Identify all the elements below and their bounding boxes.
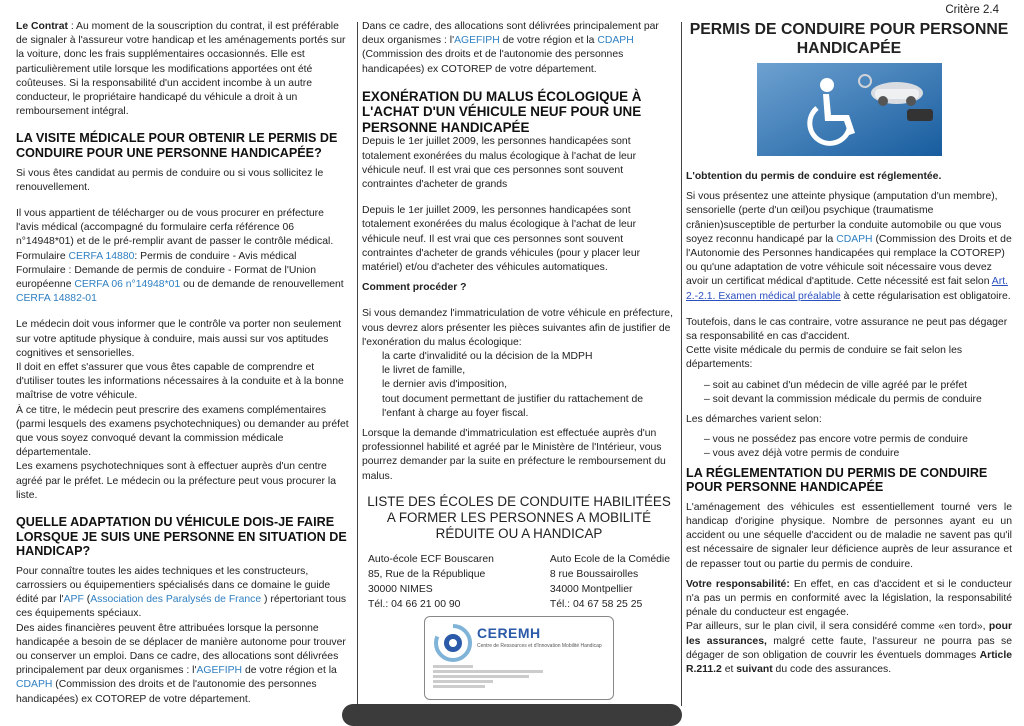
cond-text-a: Si vous présentez une atteinte physique (amputation d'un membre), sensorielle (perte d'un œil)ou psychique (traumatisme crânien)susceptible de perturber la conduite automobile ou que vous soyez reconnu handicapé par la bbox=[686, 191, 1002, 245]
ceremh-logo-icon bbox=[431, 623, 475, 663]
aid-text-a: Des aides financières peuvent être attribuées lorsque la personne handicapée a besoin de se déplacer de manière autonome pour trouver ou conserver un emploi. Dans ce cadre, des allocations sont délivrées principalement par deux organismes : l' bbox=[16, 622, 346, 677]
contract-paragraph bbox=[16, 20, 349, 119]
cond-text-c: à cette régularisation est obligatoire. bbox=[840, 290, 1011, 302]
department-option: – soit devant la commission médicale du permis de conduire bbox=[704, 393, 982, 405]
guide-text-c: ) répertoriant tous ces équipements spéciaux. bbox=[16, 594, 347, 620]
school-city: 34000 Montpellier bbox=[549, 583, 633, 595]
column-1 bbox=[16, 20, 349, 707]
cdaph-link[interactable]: CDAPH bbox=[16, 679, 53, 691]
school-address: 8 rue Boussairolles bbox=[549, 568, 639, 580]
civil-text-c: et bbox=[721, 664, 737, 676]
civil-text-d: du code des assurances. bbox=[772, 664, 892, 676]
schools-list bbox=[362, 552, 676, 612]
forms-text-a: Il vous appartient de télécharger ou de vous procurer en préfecture l'avis médical (accompagné du formulaire cerfa référence 06 n°14948*01) et de le pré-remplir avant de passer le contrôle médical. Formulaire bbox=[16, 208, 334, 262]
civil-bold-2: Article R.211.2 bbox=[686, 649, 1012, 676]
cdaph-link-3[interactable]: CDAPH bbox=[836, 233, 873, 245]
forms-text-b: : Permis de conduire - Avis médical Formulaire : Demande de permis de conduire - Format de l'Union européenne bbox=[16, 250, 316, 291]
step-option: – vous avez déjà votre permis de conduire bbox=[704, 448, 900, 460]
cerfa-14880-link[interactable]: CERFA 14880 bbox=[68, 250, 135, 262]
heading-malus-exemption: EXONÉRATION DU MALUS ÉCOLOGIQUE À L'ACHAT D'UN VÉHICULE NEUF POUR UNE PERSONNE HANDICAPÉE bbox=[362, 88, 642, 135]
guide-text-b: ( bbox=[83, 594, 91, 606]
alloc-text-a: Dans ce cadre, des allocations sont délivrées principalement par deux organismes : l' bbox=[362, 21, 659, 47]
how-to-heading: Comment procéder ? bbox=[362, 282, 467, 294]
civil-bold-1: pour les assurances, bbox=[686, 621, 1012, 647]
cerfa-14948-link[interactable]: CERFA 06 n°14948*01 bbox=[74, 279, 181, 291]
ceremh-name: CEREMH bbox=[477, 624, 541, 641]
ceremh-address-block bbox=[433, 663, 553, 690]
civil-text-b: malgré cette faute, l'assureur ne pourra pas se dégager de son obligation de couvrir les éventuels dommages bbox=[686, 635, 1012, 661]
forms-text-c: ou de demande de renouvellement bbox=[180, 279, 344, 291]
school-name: Auto-école ECF Bouscaren bbox=[368, 553, 494, 565]
handicap-parking-image bbox=[757, 63, 942, 156]
criterion-label: Critère 2.4 bbox=[945, 4, 999, 16]
civil-bold-3: suivant bbox=[736, 664, 773, 676]
steps-paragraph: Les démarches varient selon: bbox=[686, 414, 822, 426]
conditions-paragraph bbox=[686, 190, 1012, 304]
doc-list-item: tout document permettant de justifier du rattachement de l'enfant à charge au foyer fiscal. bbox=[382, 393, 644, 419]
alloc-text-c: (Commission des droits et de l'autonomie des personnes handicapées) ex COTOREP de votre département. bbox=[362, 49, 624, 75]
allocations-paragraph bbox=[362, 20, 676, 77]
heading-regulation: LA RÉGLEMENTATION DU PERMIS DE CONDUIRE POUR PERSONNE HANDICAPÉE bbox=[686, 465, 988, 495]
bottom-scroll-bar bbox=[342, 704, 682, 726]
guide-text-a: Pour connaître toutes les aides techniques et les constructeurs, carrossiers ou équipementiers spécialisés dans ce domaine le guide édité par l' bbox=[16, 565, 331, 606]
column-divider-2 bbox=[681, 22, 682, 706]
cerfa-14882-link[interactable]: CERFA 14882-01 bbox=[16, 293, 97, 305]
column-3 bbox=[686, 20, 1012, 677]
aid-text-c: (Commission des droits et de l'autonomie des personnes handicapées) ex COTOREP de votre département. bbox=[16, 679, 317, 705]
responsibility-lead: Votre responsabilité: bbox=[686, 578, 790, 590]
doc-list-item: le dernier avis d'imposition, bbox=[382, 379, 507, 391]
responsibility-paragraph bbox=[686, 578, 1012, 621]
departments-paragraph: Cette visite médicale du permis de conduire se fait selon les départements: bbox=[686, 345, 963, 371]
registration-paragraph: Si vous demandez l'immatriculation de votre véhicule en préfecture, vous devrez alors présenter les pièces suivantes afin de justifier de l'exonération du malus écologique: bbox=[362, 308, 673, 348]
guide-paragraph bbox=[16, 565, 349, 622]
apf-full-link[interactable]: Association des Paralysés de France bbox=[90, 594, 262, 606]
column-2 bbox=[362, 20, 676, 700]
school-address: 85, Rue de la République bbox=[368, 568, 486, 580]
doc-list-item: la carte d'invalidité ou la décision de la MDPH bbox=[382, 350, 593, 362]
agefiph-link-2[interactable]: AGEFIPH bbox=[454, 35, 500, 47]
exams-paragraph: À ce titre, le médecin peut prescrire des examens complémentaires (parmi lesquels des examens psychotechniques) ou demander au préfet que vous soyez convoqué devant la commission médicale départementale. bbox=[16, 404, 349, 459]
doctor-paragraph: Le médecin doit vous informer que le contrôle va porter non seulement sur votre aptitude physique à conduire, mais aussi sur vos aptitudes cognitives et sensorielles. bbox=[16, 319, 342, 359]
step-option: – vous ne possédez pas encore votre permis de conduire bbox=[704, 434, 968, 446]
heading-vehicle-adaptation: QUELLE ADAPTATION DU VÉHICULE DOIS-JE FAIRE LORSQUE JE SUIS UNE PERSONNE EN SITUATION DE HANDICAP? bbox=[16, 515, 347, 559]
page-title: PERMIS DE CONDUIRE POUR PERSONNE HANDICAPÉE bbox=[689, 21, 1009, 57]
capability-paragraph: Il doit en effet s'assurer que vous êtes capable de comprendre et d'utiliser toutes les informations nécessaires à la conduite et à la bonne maîtrise de votre véhicule. bbox=[16, 362, 344, 402]
school-ecf bbox=[368, 552, 494, 612]
department-option: – soit au cabinet d'un médecin de ville agréé par le préfet bbox=[704, 379, 968, 391]
heading-medical-visit: LA VISITE MÉDICALE POUR OBTENIR LE PERMIS DE CONDUIRE POUR UNE PERSONNE HANDICAPÉE? bbox=[16, 131, 338, 161]
art-examen-link[interactable]: Art. 2.-2.1. Examen médical préalable bbox=[686, 276, 1008, 302]
school-phone: Tél.: 04 66 21 00 90 bbox=[368, 598, 461, 610]
column-divider-1 bbox=[357, 22, 358, 706]
adaptation-paragraph: L'aménagement des véhicules est essentiellement tourné vers le handicap d'origine physique. Nombre de personnes ayant eu un accident ou une séquelle d'accident ou de maladie ne savent pas qu'il est nécessaire de signaler leur déficience auprès de leur assurance et de repasser tout ou partie du permis de conduire. bbox=[686, 501, 1012, 570]
financial-aid-paragraph bbox=[16, 622, 349, 707]
candidate-paragraph: Si vous êtes candidat au permis de conduire ou si vous sollicitez le renouvellement. bbox=[16, 167, 324, 193]
school-comedie bbox=[550, 552, 670, 612]
school-phone: Tél.: 04 67 58 25 25 bbox=[549, 598, 643, 610]
insurance-paragraph: Toutefois, dans le cas contraire, votre assurance ne peut pas dégager sa responsabilité en cas d'accident. bbox=[686, 316, 1008, 343]
ceremh-subtitle: Centre de Ressources et d'Innovation Mobilité Handicap bbox=[477, 642, 602, 649]
aid-text-b: de votre région et la bbox=[242, 665, 337, 677]
regulation-lead: L'obtention du permis de conduire est réglementée. bbox=[686, 171, 942, 182]
forms-paragraph bbox=[16, 207, 349, 306]
schools-title: LISTE DES ÉCOLES DE CONDUITE HABILITÉES A FORMER LES PERSONNES A MOBILITÉ RÉDUITE OU A HANDICAP bbox=[367, 493, 671, 541]
apf-link[interactable]: APF bbox=[63, 594, 84, 606]
malus-paragraph-1: Depuis le 1er juillet 2009, les personnes handicapées sont totalement exonérées du malus écologique à l'achat de leur véhicule neuf. Il est vrai que ces personnes sont souvent contraintes d'acheter de grands bbox=[362, 136, 637, 190]
school-city: 30000 NIMES bbox=[368, 583, 433, 595]
cond-text-b: (Commission des Droits et de l'Autonomie des Personnes handicapées qui remplace la COTOREP) ou qu'une adaptation de votre véhicule soit nécessaire vous devez avoir un certificat médical d'aptitude. Cette nécessité est fait selon bbox=[686, 233, 1012, 288]
psychotech-paragraph: Les examens psychotechniques sont à effectuer auprès d'un centre agréé par le préfet. Le médecin ou la préfecture peut vous procurer la liste. bbox=[16, 461, 336, 501]
agefiph-link[interactable]: AGEFIPH bbox=[196, 665, 243, 677]
school-name: Auto Ecole de la Comédie bbox=[549, 553, 670, 565]
cdaph-link-2[interactable]: CDAPH bbox=[597, 35, 634, 47]
doc-list-item: le livret de famille, bbox=[382, 365, 466, 377]
contract-lead: Le Contrat bbox=[16, 21, 68, 32]
contract-text: : Au moment de la souscription du contrat, il est préférable de signaler à l'assureur votre handicap et les aménagements portés sur la voiture, donc les frais supplémentaires occasionnés. Elle est particulièrement utile lorsque les modifications apportées ont été coûteuses. Si la responsabilité d'un accident incombe à un autre conducteur, le propriétaire handicapé du véhicule a droit à un remboursement intégral. bbox=[16, 21, 346, 118]
refund-paragraph: Lorsque la demande d'immatriculation est effectuée auprès d'un professionnel habilité et agréé par le Ministère de l'Intérieur, vous pourrez demander par la suite en préfecture le remboursement du malus. bbox=[362, 427, 666, 482]
civil-paragraph bbox=[686, 620, 1012, 677]
malus-paragraph-2: Depuis le 1er juillet 2009, les personnes handicapées sont totalement exonérées du malus écologique à l'achat de leur véhicule neuf. Il est vrai que ces personnes sont souvent contraintes d'acheter de grands véhicules (pour y placer leur matériel) et/ou d'acheter des véhicules automatiques. bbox=[362, 205, 641, 273]
alloc-text-b: de votre région et la bbox=[499, 35, 598, 47]
responsibility-text: En effet, en cas d'accident et si le conducteur n'a pas un permis en conformité avec la législation, la responsabilité pénale du conducteur est engagée. bbox=[686, 578, 1012, 619]
civil-text-a: Par ailleurs, sur le plan civil, il sera considéré comme «en tord», bbox=[686, 621, 989, 633]
ceremh-logo-card bbox=[424, 616, 614, 700]
